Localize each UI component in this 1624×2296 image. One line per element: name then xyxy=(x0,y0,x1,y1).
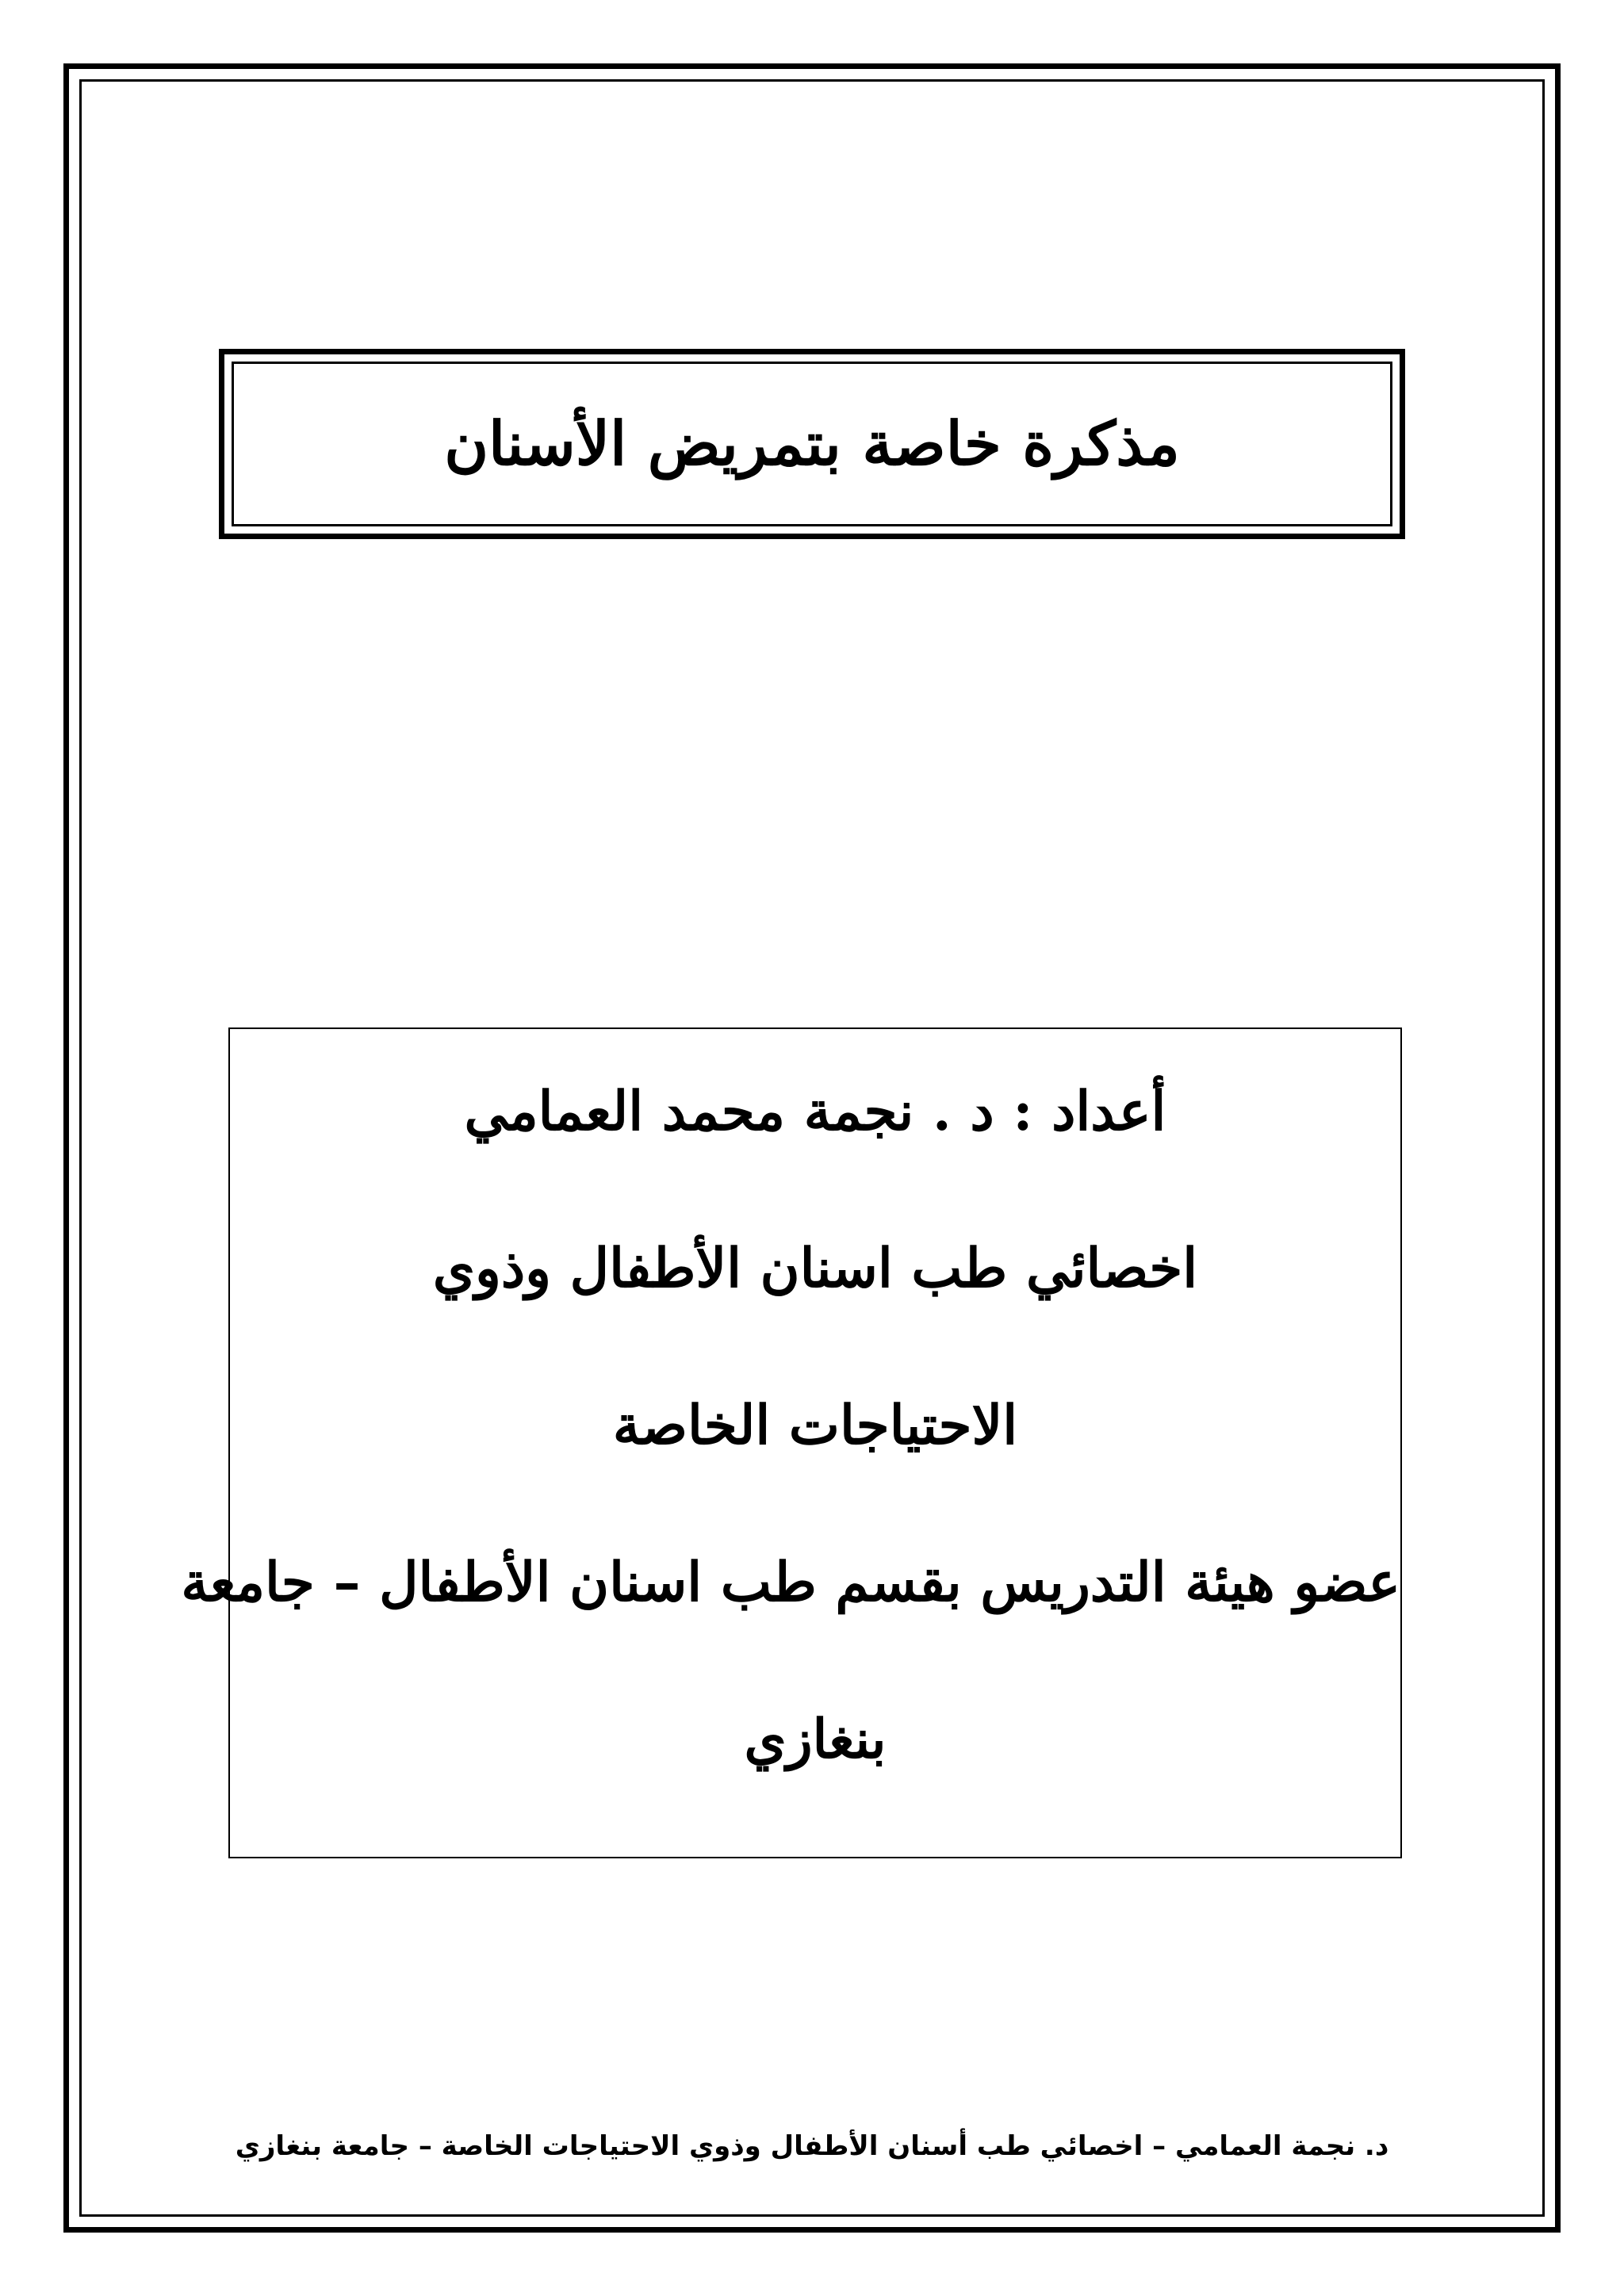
author-affiliation-line: عضو هيئة التدريس بقسم طب اسنان الأطفال – جامعة xyxy=(181,1551,1400,1614)
page-footer: د. نجمة العمامي – اخصائي طب أسنان الأطفال وذوي الاحتياجات الخاصة – جامعة بنغازي xyxy=(235,2130,1389,2162)
author-name-line: أعداد : د . نجمة محمد العمامي xyxy=(464,1080,1166,1143)
author-specialty-line-continued: الاحتياجات الخاصة xyxy=(612,1394,1018,1457)
document-title: مذكرة خاصة بتمريض الأسنان xyxy=(444,408,1180,479)
title-frame xyxy=(219,349,1405,539)
author-info-box xyxy=(181,1027,1402,1858)
title-frame-inner xyxy=(232,362,1392,526)
author-affiliation-line-continued: بنغازي xyxy=(744,1708,887,1771)
author-specialty-line: اخصائي طب اسنان الأطفال وذوي xyxy=(432,1237,1198,1300)
